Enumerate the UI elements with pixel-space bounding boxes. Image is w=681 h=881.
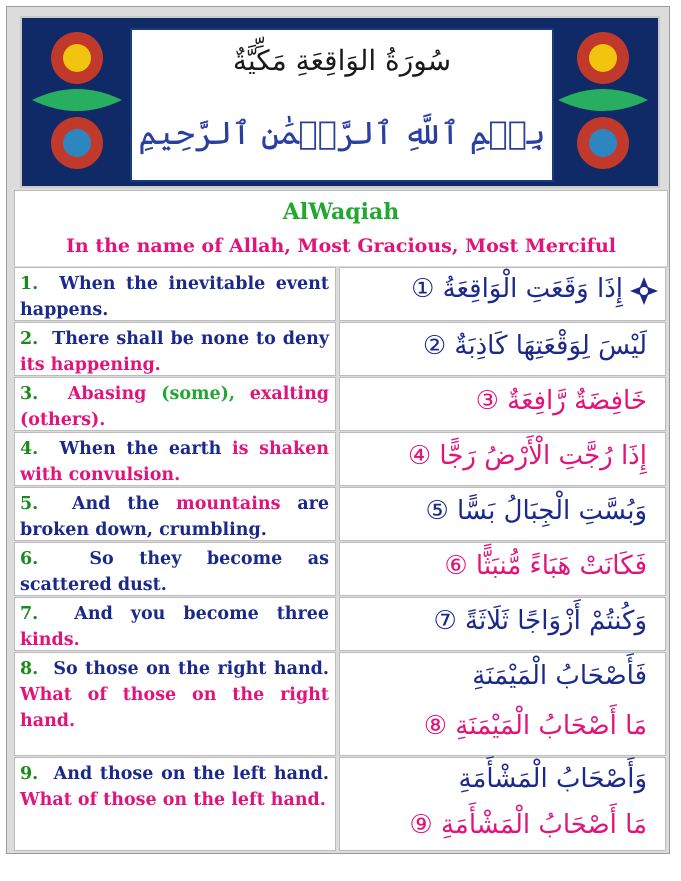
verse-1-arabic xyxy=(339,267,666,321)
verse-8-english: 8. So those on the right hand. What of those on the right hand. xyxy=(14,652,336,756)
verse-row-1 xyxy=(14,266,666,322)
verse-4-arabic xyxy=(339,432,666,486)
verse-9-english: 9. And those on the left hand. What of those on the left hand. xyxy=(14,757,336,851)
verse-row-6 xyxy=(14,541,666,597)
verse-row-9 xyxy=(14,756,666,852)
ornament-left xyxy=(22,18,132,186)
verse-4-english: 4. When the earth is shaken with convulsion. xyxy=(14,432,336,486)
verse-9-arabic-line-1: وَأَصْحَابُ الْمَشْأَمَةِ xyxy=(458,764,647,794)
page-title: AlWaqiah xyxy=(282,199,400,225)
verse-9-arabic-line-2: مَا أَصْحَابُ الْمَشْأَمَةِ ⑨ xyxy=(409,810,647,840)
flower-icon xyxy=(629,276,659,306)
ornament-right xyxy=(548,18,658,186)
verse-row-2 xyxy=(14,321,666,377)
verse-8-arabic-line-2: مَا أَصْحَابُ الْمَيْمَنَةِ ⑧ xyxy=(423,711,647,741)
header-box xyxy=(14,190,668,267)
verse-1-arabic-text: إِذَا وَقَعَتِ الْوَاقِعَةُ ① xyxy=(411,274,623,304)
verse-5-arabic-text: وَبُسَّتِ الْجِبَالُ بَسًّا ⑤ xyxy=(425,496,647,526)
verse-9-arabic xyxy=(339,757,666,851)
verse-6-arabic-text: فَكَانَتْ هَبَاءً مُّنبَثًّا ⑥ xyxy=(444,551,647,581)
verse-3-english: 3. Abasing (some), exalting (others). xyxy=(14,377,336,431)
page-subtitle: In the name of Allah, Most Gracious, Most Merciful xyxy=(66,235,616,257)
verse-4-arabic-text: إِذَا رُجَّتِ الْأَرْضُ رَجًّا ④ xyxy=(407,441,647,471)
verse-3-arabic-text: خَافِضَةٌ رَّافِعَةٌ ③ xyxy=(475,386,647,416)
verse-2-english: 2. There shall be none to deny its happening. xyxy=(14,322,336,376)
verse-7-english: 7. And you become three kinds. xyxy=(14,597,336,651)
surah-banner xyxy=(20,16,660,188)
verse-8-arabic xyxy=(339,652,666,756)
verse-6-english: 6. So they become as scattered dust. xyxy=(14,542,336,596)
verse-2-arabic xyxy=(339,322,666,376)
verse-row-4 xyxy=(14,431,666,487)
verse-7-arabic xyxy=(339,597,666,651)
verse-row-5 xyxy=(14,486,666,542)
verse-5-arabic xyxy=(339,487,666,541)
verse-6-arabic xyxy=(339,542,666,596)
verse-1-english: 1. When the inevitable event happens. xyxy=(14,267,336,321)
banner-panel xyxy=(130,28,554,182)
verse-5-english: 5. And the mountains are broken down, crumbling. xyxy=(14,487,336,541)
verse-row-3 xyxy=(14,376,666,432)
verse-2-arabic-text: لَيْسَ لِوَقْعَتِهَا كَاذِبَةٌ ② xyxy=(422,331,647,361)
verse-3-arabic xyxy=(339,377,666,431)
verse-row-7 xyxy=(14,596,666,652)
basmala: بِسۡمِ ٱللَّهِ ٱلرَّحۡمَٰنِ ٱلرَّحِيمِ xyxy=(138,114,546,152)
surah-title: سُورَةُ الوَاقِعَةِ مَكِّيَّةٌ xyxy=(232,44,452,77)
verse-7-arabic-text: وَكُنتُمْ أَزْوَاجًا ثَلَاثَةً ⑦ xyxy=(433,606,647,636)
verse-row-8 xyxy=(14,651,666,757)
verse-8-arabic-line-1: فَأَصْحَابُ الْمَيْمَنَةِ xyxy=(472,661,647,691)
